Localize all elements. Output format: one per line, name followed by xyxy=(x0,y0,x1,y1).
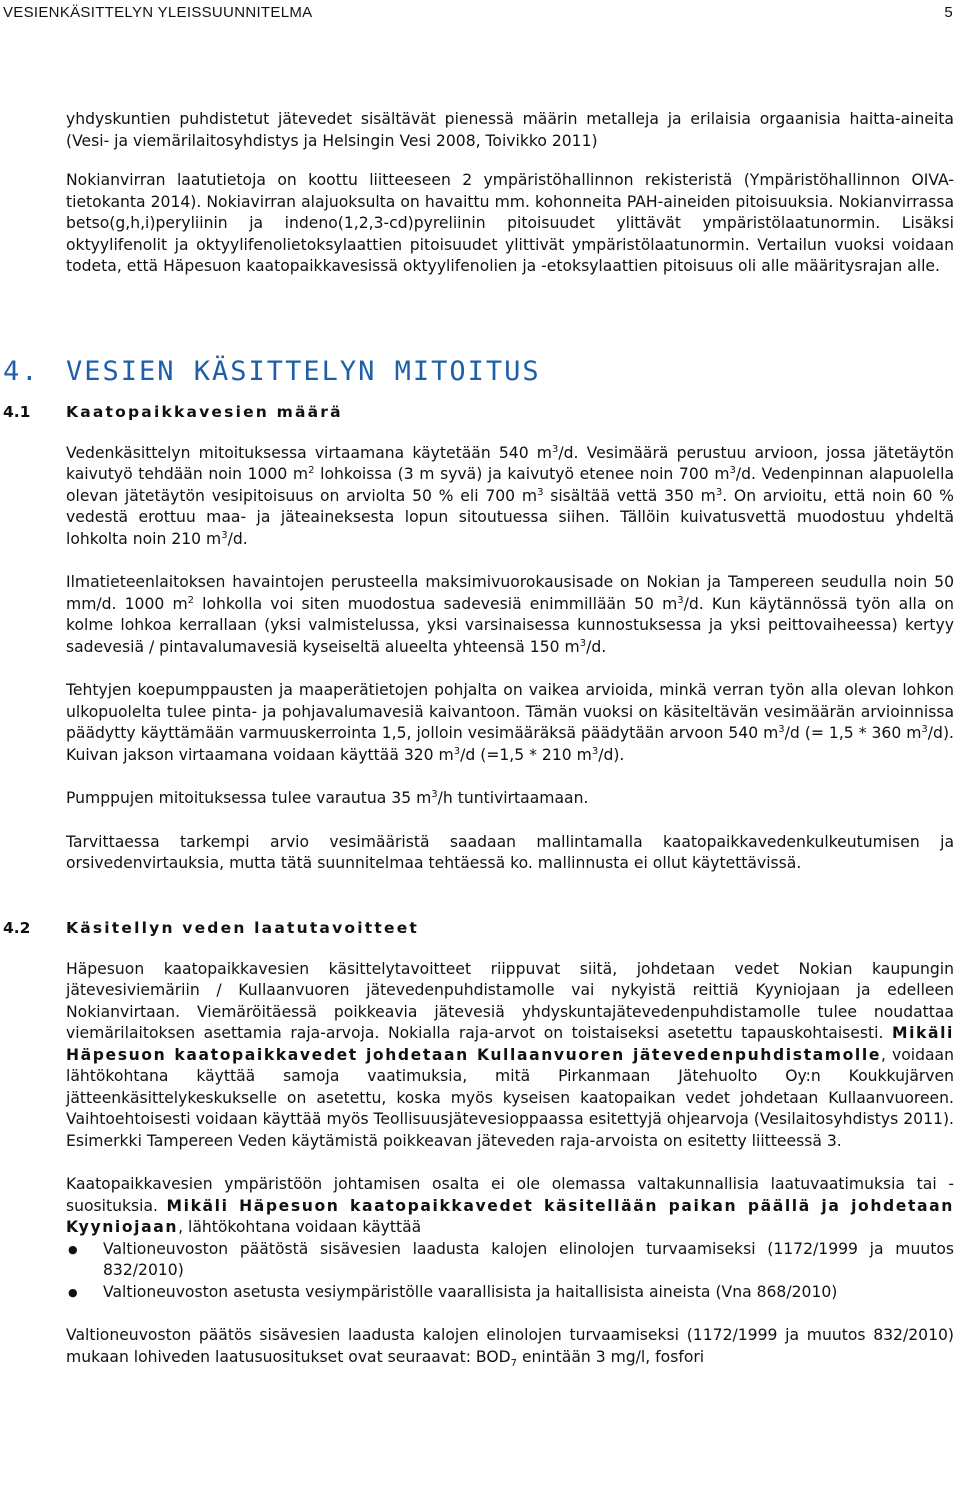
paragraph-rainfall: Ilmatieteenlaitoksen havaintojen perusteella maksimivuorokausisade on Nokian ja Tampereen seudulla noin 50 mm/d. 1000 $m^2$ lohkolla voi siten muodostua sadevesiä enimmillään 50 $m^3/d$. Kun käytännössä työn alla on kolme lohkoa kerrallaan (yksi valmistelussa, yksi varsinaisessa kunnostuksessa ja yksi peittovaiheessa) kertyy sadevesiä / pintavalumavesiä kyseiseltä alueelta yhteensä 150 $m^3/d$. xyxy=(66,573,954,656)
emphasis-kyynioja: Mikäli Häpesuon kaatopaikkavedet käsitellään paikan päällä ja johdetaan Kyyniojaan xyxy=(66,1196,954,1236)
page-number: 5 xyxy=(944,4,953,21)
paragraph-pumps: Pumppujen mitoituksessa tulee varautua 35 $m^3/h$ tuntivirtaamaan. xyxy=(66,788,589,807)
paragraph-salmonid-waters: Valtioneuvoston päätös sisävesien laadusta kalojen elinolojen turvaamiseksi (1172/1999 ja muutos 832/2010) mukaan lohiveden laatusuositukset ovat seuraavat: $BOD_7$ enintään 3 mg/l, fosfori xyxy=(66,1326,954,1369)
regulation-list xyxy=(66,1239,954,1304)
section-4-heading xyxy=(3,354,954,390)
list-item: ● Valtioneuvoston asetusta vesiympäristölle vaarallisista ja haitallisista aineista (Vna 868/2010) xyxy=(66,1282,954,1304)
list-item: ● Valtioneuvoston päätöstä sisävesien laadusta kalojen elinolojen turvaamiseksi (1172/1999 ja muutos 832/2010) xyxy=(66,1239,954,1282)
section-4-1-title: Kaatopaikkavesien määrä xyxy=(66,402,343,421)
section-4-2-heading xyxy=(3,915,954,941)
paragraph-discharge-requirements: Kaatopaikkavesien ympäristöön johtamisen osalta ei ole olemassa valtakunnallisia laatuvaatimuksia tai -suosituksia. Mikäli Häpesuon kaatopaikkavedet käsitellään paikan päällä ja johdetaan Kyyniojaan, lähtökohtana voidaan käyttää xyxy=(66,1175,954,1236)
page-body xyxy=(3,109,955,1369)
intro-paragraph-2: Nokianvirran laatutietoja on koottu liitteeseen 2 ympäristöhallinnon rekisteristä (Ympäristöhallinnon OIVA-tietokanta 2014). Nokiavirran alajuoksulta on havaittu mm. kohonneita PAH-aineiden pitoisuuksia. Nokianvirrassa betso(g,h,i)peryliinin ja indeno(1,2,3-cd)pyreliinin pitoisuudet ylittävät ympäristölaatunormin. Lisäksi oktyylifenolit ja oktyylifenolietoksylaattien pitoisuudet ylittivät ympäristölaatunormin. Vertailun vuoksi voidaan todeta, että Häpesuon kaatopaikkavesissä oktyylifenolien ja -etoksylaattien pitoisuus oli alle määritysrajan alle. xyxy=(66,171,954,275)
section-4-number: 4. xyxy=(3,355,40,387)
section-4-title: VESIEN KÄSITTELYN MITOITUS xyxy=(66,355,541,387)
paragraph-flow-rate: Vedenkäsittelyn mitoituksessa virtaamana käytetään 540 $m^3/d$. Vesimäärä perustuu arvioon, jossa jätetäytön kaivutyö tehdään noin 1000 $m^2$ lohkoissa (3 m syvä) ja kaivutyö etenee noin 700 $m^3/d$. Vedenpinnan alapuolella olevan jätetäytön vesipitoisuus on arviolta 50 % eli 700 $m^3$ sisältää vettä 350 $m^3$. On arvioitu, että noin 60 % vedestä erottuu maa- ja jäteaineksesta lopun sitoutuessa siihen. Tällöin kuivatusvettä muodostuu yhdeltä lohkolta noin 210 $m^3/d$. xyxy=(66,443,955,548)
paragraph-modelling: Tarvittaessa tarkempi arvio vesimääristä saadaan mallintamalla kaatopaikkavedenkulkeutumisen ja orsivedenvirtauksia, mutta tätä suunnitelmaa tehtäessä ko. mallinnusta ei ollut käytettävissä. xyxy=(66,832,954,872)
emphasis-kullaanvuori: Mikäli Häpesuon kaatopaikkavedet johdetaan Kullaanvuoren jätevedenpuhdistamolle xyxy=(66,1024,954,1064)
page-header xyxy=(0,2,960,24)
paragraph-treatment-targets: Häpesuon kaatopaikkavesien käsittelytavoitteet riippuvat siitä, johdetaan vedet Nokian kaupungin jätevesiviemäriin / Kullaanvuoren jätevedenpuhdistamolle vai nykyistä reittiä Kyyniojaan ja edelleen Nokianvirtaan. Viemäröitäessä poikkeavia jätevesiä yhdyskuntajätevedenpuhdistamolle tulee noudattaa viemärilaitoksen asettamia raja-arvoja. Nokialla raja-arvot on toistaiseksi asetettu tapauskohtaisesti. Mikäli Häpesuon kaatopaikkavedet johdetaan Kullaanvuoren jätevedenpuhdistamolle, voidaan lähtökohtana käyttää samoja vaatimuksia, mitä Pirkanmaan Jätehuolto Oy:n Koukkujärven jätteenkäsittelykeskukselle on asetettu, koska myös kyseisen kaatopaikan vedet johdetaan Kullaanvuoreen. Vaihtoehtoisesti voidaan käyttää myös Teollisuusjätevesioppaassa esitettyjä ohjearvoja (Vesilaitosyhdistys 2011). Esimerkki Tampereen Veden käytämistä poikkeavan jäteveden raja-arvoista on esitetty liitteessä 3. xyxy=(66,959,954,1150)
intro-paragraph-1: yhdyskuntien puhdistetut jätevedet sisältävät pienessä määrin metalleja ja erilaisia orgaanisia haitta-aineita (Vesi- ja viemärilaitosyhdistys ja Helsingin Vesi 2008, Toivikko 2011) xyxy=(66,110,954,150)
section-4-1-number: 4.1 xyxy=(3,402,31,421)
document-title: VESIENKÄSITTELYN YLEISSUUNNITELMA xyxy=(3,4,313,21)
paragraph-safety-factor: Tehtyjen koepumppausten ja maaperätietojen pohjalta on vaikea arvioida, minkä verran työn alla olevan lohkon ulkopuolelta tulee pinta- ja pohjavalumavesiä kaivantoon. Tämän vuoksi on käsiteltävän vesimäärän arvioinnissa päädytty käyttämään varmuuskerrointa 1,5, jolloin vesimääräksä päädytään arvoon 540 $m^3/d$ (= 1,5 * 360 $m^3/d$). Kuivan jakson virtaamana voidaan käyttää 320 $m^3/d$ (=1,5 * 210 $m^3/d$). xyxy=(66,681,954,764)
section-4-1-heading xyxy=(3,399,954,425)
section-4-2-number: 4.2 xyxy=(3,918,31,937)
section-4-2-title: Käsitellyn veden laatutavoitteet xyxy=(66,918,420,937)
